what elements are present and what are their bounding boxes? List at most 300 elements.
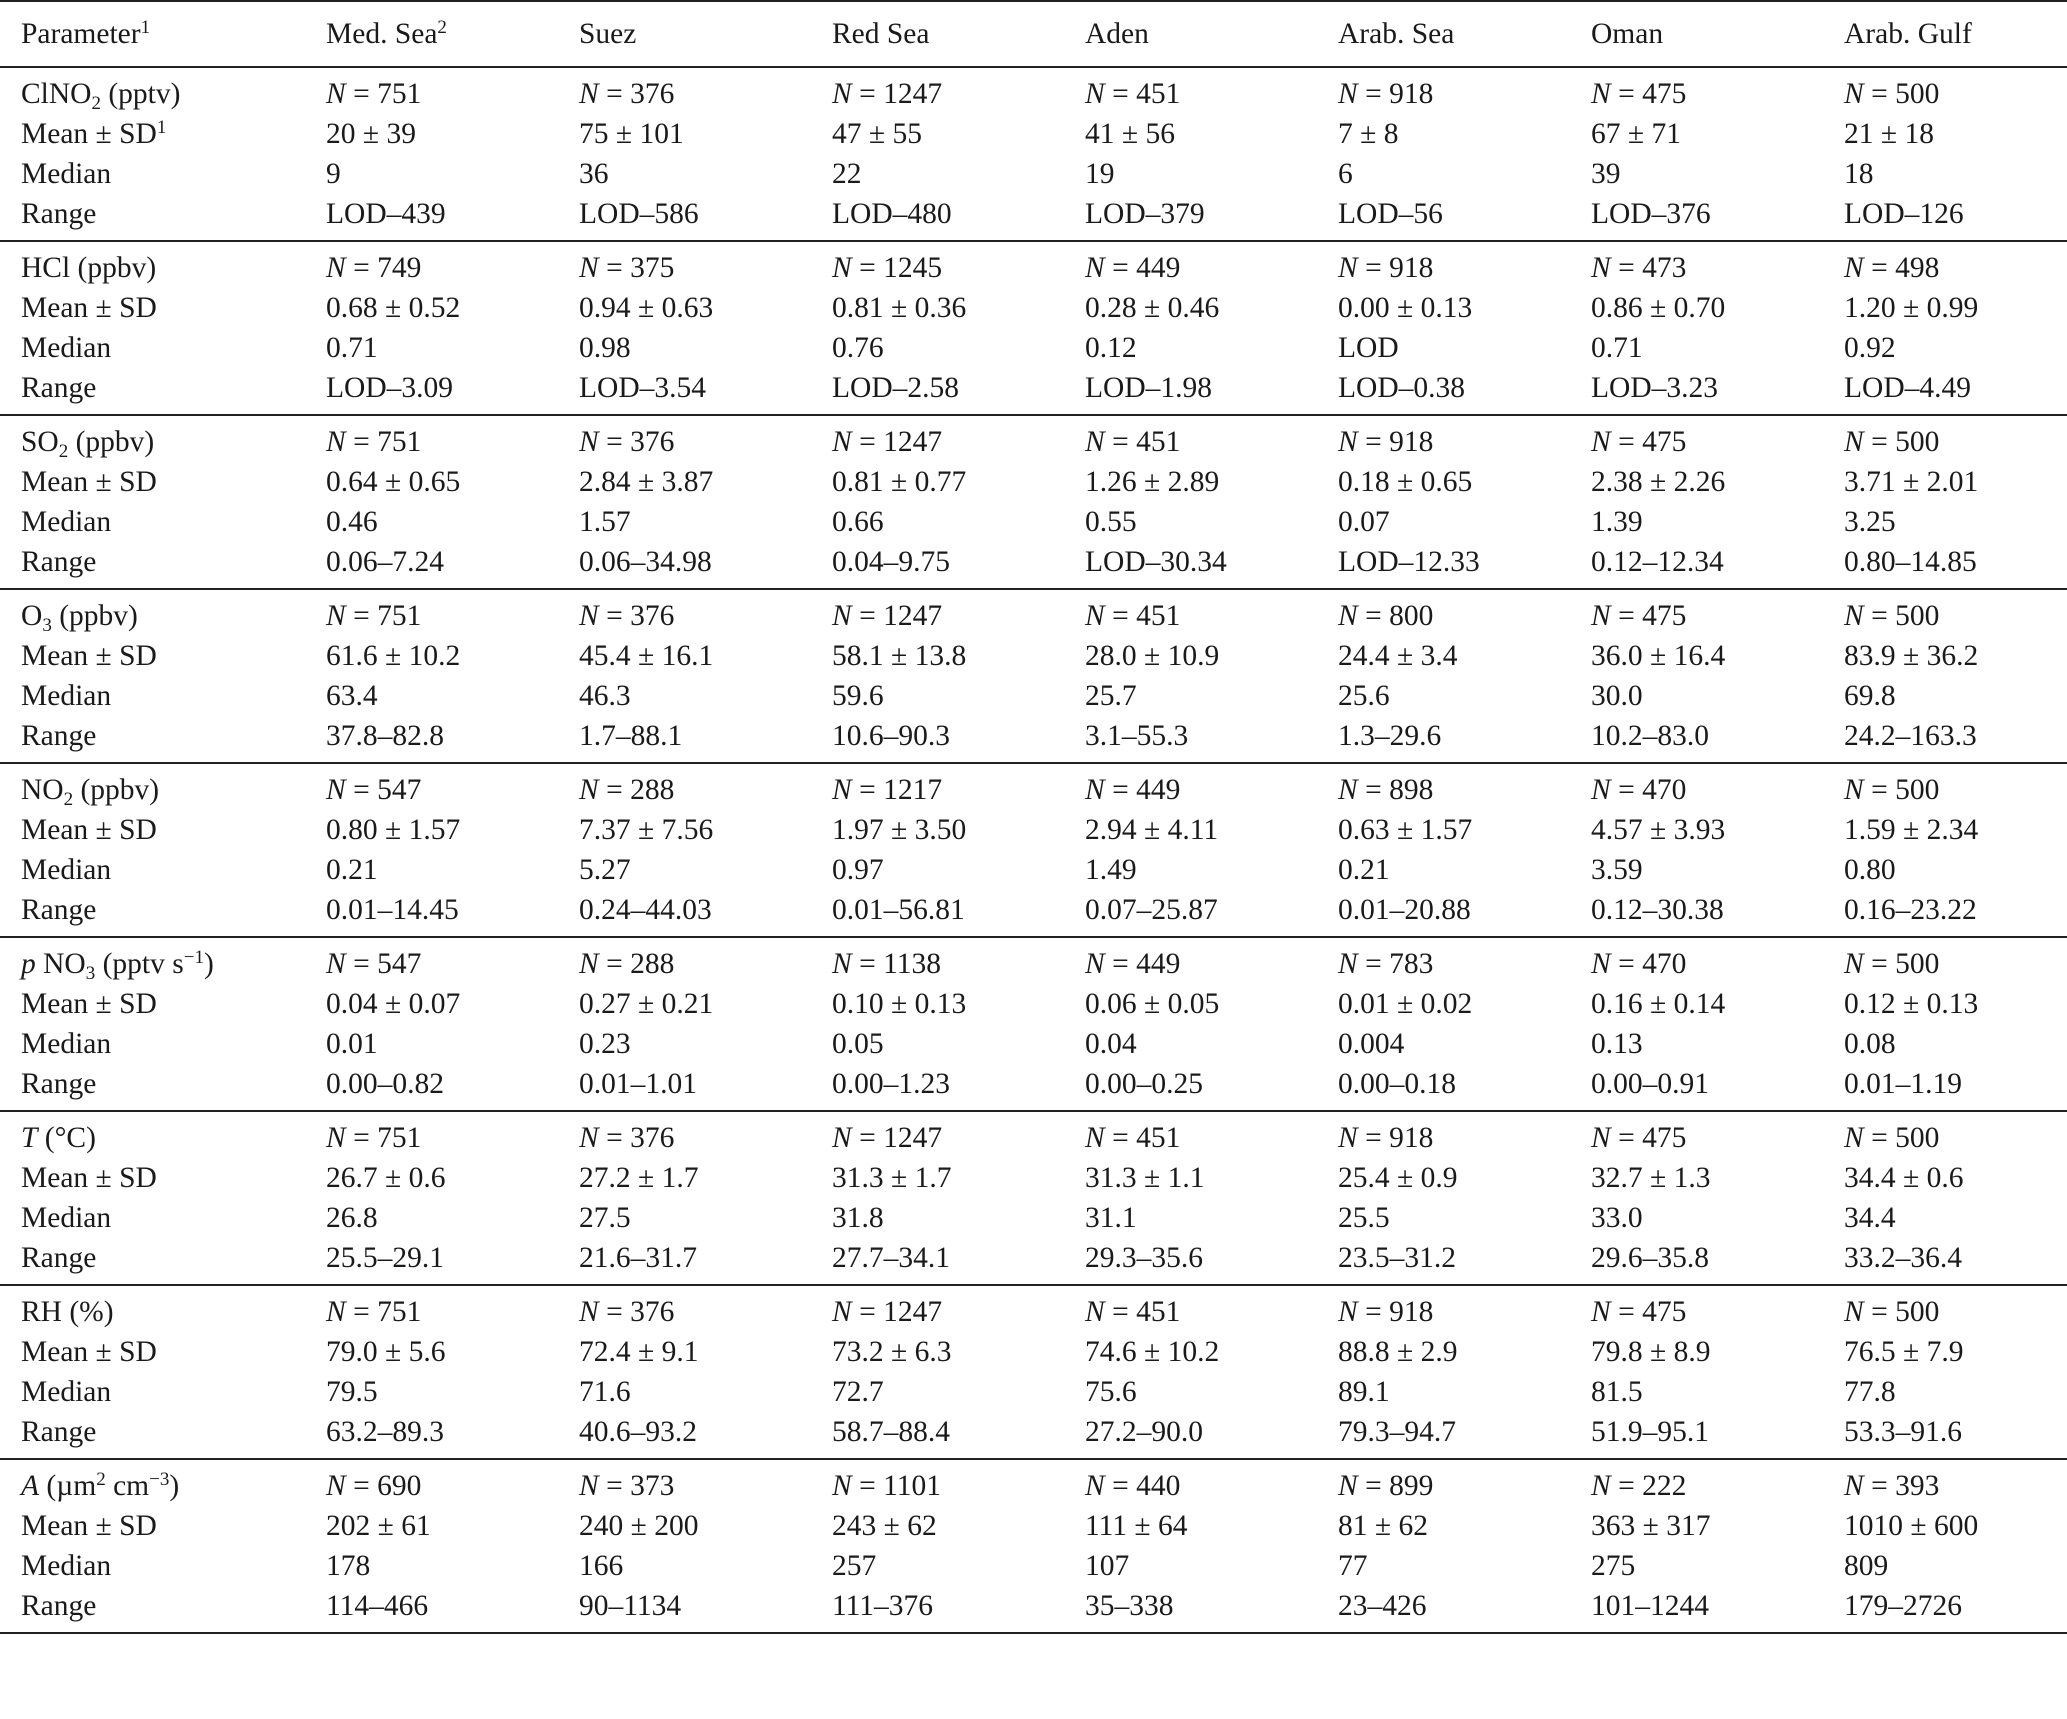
parameter-name-part: )	[203, 948, 214, 980]
parameter-name	[0, 1459, 326, 1506]
n-symbol: N	[1591, 426, 1611, 458]
stat-label-text: Median	[21, 854, 112, 886]
table-row	[0, 368, 2067, 415]
cell-count	[1844, 763, 2067, 810]
n-symbol: N	[1591, 774, 1611, 806]
cell-range: 111–376	[832, 1590, 934, 1622]
equals-sign: =	[1357, 600, 1390, 632]
stat-label	[0, 636, 326, 676]
cell-range: LOD–4.49	[1844, 372, 1972, 404]
cell-range: 0.00–0.91	[1591, 1068, 1709, 1100]
cell-mean-sd: 0.81 ± 0.77	[832, 466, 967, 498]
stat-label-text: Range	[21, 1242, 97, 1274]
table-row	[0, 1546, 2067, 1586]
parameter-name	[0, 415, 326, 462]
equals-sign: =	[1357, 1296, 1390, 1328]
stat-label-text: Mean ± SD	[21, 292, 157, 324]
cell-median: 33.0	[1591, 1202, 1643, 1234]
cell-range: 0.01–1.19	[1844, 1068, 1962, 1100]
table-row	[0, 1412, 2067, 1459]
n-symbol: N	[832, 774, 852, 806]
footnote-marker: 2	[437, 16, 447, 38]
param-group-temperature	[0, 1111, 2067, 1285]
table-header	[0, 1, 2067, 67]
cell-range: 0.06–34.98	[579, 546, 712, 578]
region-label: Aden	[1085, 17, 1149, 50]
cell-range: LOD–0.38	[1338, 372, 1466, 404]
cell-median: 0.21	[326, 854, 378, 886]
n-symbol: N	[1591, 1122, 1611, 1154]
cell-median: 5.27	[579, 854, 631, 886]
equals-sign: =	[345, 948, 378, 980]
n-symbol: N	[832, 600, 852, 632]
cell-range: 27.7–34.1	[832, 1242, 950, 1274]
stat-label-text: Range	[21, 894, 97, 926]
cell-range: 33.2–36.4	[1844, 1242, 1962, 1274]
cell-range: 0.80–14.85	[1844, 546, 1977, 578]
cell-mean-sd: 0.94 ± 0.63	[579, 292, 714, 324]
cell-count	[579, 937, 832, 984]
cell-count	[1085, 1285, 1338, 1332]
cell-mean-sd: 2.38 ± 2.26	[1591, 466, 1726, 498]
cell-range: 0.24–44.03	[579, 894, 712, 926]
stat-label	[0, 890, 326, 937]
cell-count	[832, 937, 1085, 984]
parameter-name-part: 2	[96, 1469, 106, 1490]
cell-mean-sd: 4.57 ± 3.93	[1591, 814, 1726, 846]
cell-mean-sd: 0.10 ± 0.13	[832, 988, 967, 1020]
table-row	[0, 937, 2067, 984]
n-symbol: N	[832, 1122, 852, 1154]
equals-sign: =	[345, 1296, 378, 1328]
cell-range: LOD–586	[579, 198, 699, 230]
count-value: 470	[1642, 948, 1687, 980]
cell-count	[1338, 241, 1591, 288]
cell-range: LOD–3.09	[326, 372, 454, 404]
param-group-hcl	[0, 241, 2067, 415]
stat-label-text: Mean ± SD	[21, 118, 157, 150]
stat-label	[0, 542, 326, 589]
cell-median: 1.57	[579, 506, 631, 538]
cell-median: 0.13	[1591, 1028, 1643, 1060]
cell-range: 40.6–93.2	[579, 1416, 697, 1448]
count-value: 449	[1136, 948, 1181, 980]
cell-mean-sd: 0.86 ± 0.70	[1591, 292, 1726, 324]
stat-label	[0, 194, 326, 241]
parameter-name-part: (ppbv)	[51, 600, 138, 632]
cell-count	[326, 1459, 579, 1506]
cell-mean-sd: 34.4 ± 0.6	[1844, 1162, 1964, 1194]
cell-median: LOD	[1338, 332, 1399, 364]
n-symbol: N	[1591, 1470, 1611, 1502]
cell-range: LOD–3.23	[1591, 372, 1719, 404]
cell-median: 75.6	[1085, 1376, 1137, 1408]
n-symbol: N	[1085, 600, 1105, 632]
equals-sign: =	[851, 252, 884, 284]
count-value: 500	[1895, 1296, 1940, 1328]
equals-sign: =	[345, 1470, 378, 1502]
parameter-name-part: (ppbv)	[73, 774, 160, 806]
stat-label	[0, 1064, 326, 1111]
cell-count	[1844, 415, 2067, 462]
param-group-clno2	[0, 67, 2067, 241]
cell-median: 257	[832, 1550, 877, 1582]
stat-label	[0, 462, 326, 502]
count-value: 547	[377, 948, 422, 980]
cell-range: 114–466	[326, 1590, 429, 1622]
count-value: 473	[1642, 252, 1687, 284]
table-row	[0, 984, 2067, 1024]
cell-count	[1085, 1111, 1338, 1158]
cell-count	[326, 67, 579, 114]
count-value: 1247	[883, 78, 943, 110]
equals-sign: =	[851, 948, 884, 980]
equals-sign: =	[345, 1122, 378, 1154]
cell-median: 81.5	[1591, 1376, 1643, 1408]
cell-mean-sd: 27.2 ± 1.7	[579, 1162, 699, 1194]
n-symbol: N	[579, 600, 599, 632]
cell-median: 1.49	[1085, 854, 1137, 886]
stat-label-text: Median	[21, 158, 112, 190]
cell-range: 0.07–25.87	[1085, 894, 1218, 926]
stat-label-text: Median	[21, 1376, 112, 1408]
stat-label-text: Mean ± SD	[21, 466, 157, 498]
table-row	[0, 763, 2067, 810]
n-symbol: N	[832, 252, 852, 284]
table-row	[0, 462, 2067, 502]
cell-count	[1591, 589, 1844, 636]
cell-range: 101–1244	[1591, 1590, 1709, 1622]
equals-sign: =	[598, 948, 631, 980]
cell-median: 0.71	[326, 332, 378, 364]
cell-range: 1.7–88.1	[579, 720, 683, 752]
count-value: 500	[1895, 948, 1940, 980]
count-value: 1245	[883, 252, 943, 284]
count-value: 451	[1136, 426, 1181, 458]
cell-range: 0.01–1.01	[579, 1068, 697, 1100]
stat-label-text: Median	[21, 680, 112, 712]
n-symbol: N	[579, 78, 599, 110]
cell-median: 107	[1085, 1550, 1130, 1582]
stat-label	[0, 1238, 326, 1285]
cell-mean-sd: 7 ± 8	[1338, 118, 1399, 150]
cell-range: LOD–2.58	[832, 372, 960, 404]
cell-count	[326, 589, 579, 636]
cell-count	[1591, 241, 1844, 288]
cell-mean-sd: 0.16 ± 0.14	[1591, 988, 1726, 1020]
stat-label	[0, 1412, 326, 1459]
cell-median: 166	[579, 1550, 624, 1582]
cell-mean-sd: 72.4 ± 9.1	[579, 1336, 699, 1368]
cell-mean-sd: 2.94 ± 4.11	[1085, 814, 1219, 846]
count-value: 500	[1895, 774, 1940, 806]
count-value: 899	[1389, 1470, 1434, 1502]
n-symbol: N	[326, 1470, 346, 1502]
cell-count	[579, 67, 832, 114]
stat-label	[0, 984, 326, 1024]
n-symbol: N	[1338, 426, 1358, 458]
cell-count	[326, 1111, 579, 1158]
count-value: 451	[1136, 1296, 1181, 1328]
parameter-name-part: A	[21, 1470, 40, 1502]
equals-sign: =	[1863, 1296, 1896, 1328]
cell-median: 25.5	[1338, 1202, 1390, 1234]
stat-label-text: Range	[21, 1590, 97, 1622]
cell-range: 63.2–89.3	[326, 1416, 444, 1448]
n-symbol: N	[1844, 948, 1864, 980]
table-row	[0, 850, 2067, 890]
equals-sign: =	[851, 600, 884, 632]
stat-label-text: Median	[21, 506, 112, 538]
count-value: 918	[1389, 426, 1434, 458]
cell-count	[326, 415, 579, 462]
count-value: 470	[1642, 774, 1687, 806]
cell-range: 29.3–35.6	[1085, 1242, 1203, 1274]
cell-median: 0.21	[1338, 854, 1390, 886]
cell-mean-sd: 31.3 ± 1.1	[1085, 1162, 1205, 1194]
cell-range: LOD–12.33	[1338, 546, 1480, 578]
count-value: 475	[1642, 78, 1687, 110]
cell-range: 29.6–35.8	[1591, 1242, 1709, 1274]
region-label: Oman	[1591, 17, 1664, 50]
n-symbol: N	[579, 252, 599, 284]
cell-mean-sd: 0.63 ± 1.57	[1338, 814, 1473, 846]
count-value: 690	[377, 1470, 422, 1502]
count-value: 1138	[883, 948, 941, 980]
equals-sign: =	[1610, 1470, 1643, 1502]
parameter-name-part: (pptv s	[95, 948, 184, 980]
cell-range: 3.1–55.3	[1085, 720, 1189, 752]
table-row	[0, 1506, 2067, 1546]
cell-median: 46.3	[579, 680, 631, 712]
equals-sign: =	[1104, 78, 1137, 110]
cell-mean-sd: 58.1 ± 13.8	[832, 640, 967, 672]
count-value: 373	[630, 1470, 675, 1502]
cell-mean-sd: 363 ± 317	[1591, 1510, 1711, 1542]
cell-median: 0.07	[1338, 506, 1390, 538]
equals-sign: =	[1357, 252, 1390, 284]
cell-range: 35–338	[1085, 1590, 1174, 1622]
cell-mean-sd: 202 ± 61	[326, 1510, 431, 1542]
cell-range: 1.3–29.6	[1338, 720, 1442, 752]
equals-sign: =	[345, 426, 378, 458]
header-parameter	[0, 1, 326, 67]
cell-count	[832, 763, 1085, 810]
n-symbol: N	[832, 1470, 852, 1502]
cell-count	[832, 67, 1085, 114]
cell-range: 10.2–83.0	[1591, 720, 1709, 752]
equals-sign: =	[1357, 948, 1390, 980]
stat-label	[0, 1546, 326, 1586]
n-symbol: N	[1844, 1296, 1864, 1328]
stat-label-text: Mean ± SD	[21, 1162, 157, 1194]
parameter-name-part: (pptv)	[100, 78, 181, 110]
count-value: 500	[1895, 78, 1940, 110]
parameter-name	[0, 763, 326, 810]
equals-sign: =	[1357, 1470, 1390, 1502]
cell-range: 10.6–90.3	[832, 720, 950, 752]
stat-label-text: Mean ± SD	[21, 640, 157, 672]
header-region-red-sea	[832, 1, 1085, 67]
parameter-name-part: 3	[85, 963, 96, 984]
cell-median: 36	[579, 158, 609, 190]
n-symbol: N	[579, 1296, 599, 1328]
count-value: 451	[1136, 600, 1181, 632]
count-value: 288	[630, 774, 675, 806]
cell-mean-sd: 0.06 ± 0.05	[1085, 988, 1220, 1020]
cell-count	[1338, 763, 1591, 810]
n-symbol: N	[1338, 1470, 1358, 1502]
cell-count	[1591, 1111, 1844, 1158]
cell-median: 0.97	[832, 854, 884, 886]
cell-median: 9	[326, 158, 341, 190]
count-value: 547	[377, 774, 422, 806]
equals-sign: =	[1610, 426, 1643, 458]
cell-median: 79.5	[326, 1376, 378, 1408]
equals-sign: =	[1863, 1122, 1896, 1154]
cell-count	[1085, 1459, 1338, 1506]
cell-median: 59.6	[832, 680, 884, 712]
equals-sign: =	[345, 78, 378, 110]
equals-sign: =	[851, 78, 884, 110]
count-value: 376	[630, 1122, 675, 1154]
cell-range: LOD–56	[1338, 198, 1443, 230]
equals-sign: =	[598, 1296, 631, 1328]
count-value: 500	[1895, 600, 1940, 632]
cell-count	[832, 415, 1085, 462]
cell-count	[579, 1459, 832, 1506]
cell-mean-sd: 81 ± 62	[1338, 1510, 1428, 1542]
cell-count	[832, 1111, 1085, 1158]
cell-count	[1338, 589, 1591, 636]
cell-median: 34.4	[1844, 1202, 1896, 1234]
cell-range: 51.9–95.1	[1591, 1416, 1709, 1448]
cell-mean-sd: 20 ± 39	[326, 118, 416, 150]
cell-count	[326, 763, 579, 810]
n-symbol: N	[1085, 948, 1105, 980]
n-symbol: N	[1085, 1296, 1105, 1328]
count-value: 475	[1642, 600, 1687, 632]
cell-range: 0.12–30.38	[1591, 894, 1724, 926]
stat-label-text: Range	[21, 546, 97, 578]
parameter-name-part: −1	[183, 947, 204, 968]
count-value: 751	[377, 1122, 422, 1154]
n-symbol: N	[1844, 1122, 1864, 1154]
cell-median: 0.92	[1844, 332, 1896, 364]
cell-count	[1844, 589, 2067, 636]
count-value: 1247	[883, 426, 943, 458]
n-symbol: N	[1085, 774, 1105, 806]
parameter-name-part: 2	[91, 93, 101, 114]
n-symbol: N	[1338, 252, 1358, 284]
n-symbol: N	[1085, 1122, 1105, 1154]
cell-median: 1.39	[1591, 506, 1643, 538]
header-parameter-label: Parameter	[21, 17, 141, 50]
cell-range: 0.00–0.25	[1085, 1068, 1203, 1100]
cell-mean-sd: 243 ± 62	[832, 1510, 937, 1542]
count-value: 918	[1389, 252, 1434, 284]
cell-count	[1338, 937, 1591, 984]
cell-mean-sd: 83.9 ± 36.2	[1844, 640, 1979, 672]
count-value: 751	[377, 600, 422, 632]
cell-mean-sd: 67 ± 71	[1591, 118, 1681, 150]
parameter-name-part: −3	[149, 1469, 170, 1490]
cell-count	[832, 1459, 1085, 1506]
equals-sign: =	[598, 1122, 631, 1154]
n-symbol: N	[1338, 948, 1358, 980]
count-value: 440	[1136, 1470, 1181, 1502]
stat-label-text: Mean ± SD	[21, 814, 157, 846]
cell-mean-sd: 1.20 ± 0.99	[1844, 292, 1979, 324]
cell-mean-sd: 75 ± 101	[579, 118, 684, 150]
region-label: Red Sea	[832, 17, 930, 50]
cell-range: LOD–1.98	[1085, 372, 1213, 404]
equals-sign: =	[851, 774, 884, 806]
table-row	[0, 1158, 2067, 1198]
cell-count	[1338, 1459, 1591, 1506]
cell-range: 23–426	[1338, 1590, 1427, 1622]
parameter-name	[0, 1111, 326, 1158]
count-value: 222	[1642, 1470, 1687, 1502]
parameter-name-part: 2	[63, 789, 74, 810]
n-symbol: N	[326, 600, 346, 632]
cell-range: 0.01–20.88	[1338, 894, 1471, 926]
count-value: 498	[1895, 252, 1940, 284]
equals-sign: =	[1863, 426, 1896, 458]
n-symbol: N	[326, 78, 346, 110]
cell-median: 0.66	[832, 506, 884, 538]
stat-label	[0, 1024, 326, 1064]
stat-label-text: Range	[21, 372, 97, 404]
cell-median: 6	[1338, 158, 1353, 190]
region-label: Arab. Gulf	[1844, 17, 1972, 50]
equals-sign: =	[598, 600, 631, 632]
cell-median: 0.004	[1338, 1028, 1405, 1060]
equals-sign: =	[598, 78, 631, 110]
parameter-name-part: HCl (ppbv)	[21, 252, 157, 284]
cell-median: 0.05	[832, 1028, 884, 1060]
equals-sign: =	[1610, 78, 1643, 110]
stat-label	[0, 1506, 326, 1546]
parameter-name-part: T	[21, 1122, 38, 1154]
table-row	[0, 1024, 2067, 1064]
cell-median: 0.08	[1844, 1028, 1896, 1060]
table-row	[0, 676, 2067, 716]
equals-sign: =	[345, 252, 378, 284]
cell-median: 0.12	[1085, 332, 1137, 364]
cell-mean-sd: 45.4 ± 16.1	[579, 640, 714, 672]
count-value: 751	[377, 426, 422, 458]
n-symbol: N	[1085, 78, 1105, 110]
equals-sign: =	[1104, 1122, 1137, 1154]
cell-count	[579, 1285, 832, 1332]
equals-sign: =	[1863, 774, 1896, 806]
stat-label	[0, 288, 326, 328]
count-value: 783	[1389, 948, 1434, 980]
n-symbol: N	[579, 1470, 599, 1502]
equals-sign: =	[851, 1470, 884, 1502]
n-symbol: N	[326, 252, 346, 284]
cell-range: 90–1134	[579, 1590, 682, 1622]
n-symbol: N	[832, 948, 852, 980]
cell-count	[579, 1111, 832, 1158]
count-value: 475	[1642, 1296, 1687, 1328]
cell-median: 72.7	[832, 1376, 884, 1408]
cell-range: 0.01–56.81	[832, 894, 965, 926]
equals-sign: =	[345, 600, 378, 632]
cell-median: 18	[1844, 158, 1874, 190]
cell-mean-sd: 0.00 ± 0.13	[1338, 292, 1473, 324]
